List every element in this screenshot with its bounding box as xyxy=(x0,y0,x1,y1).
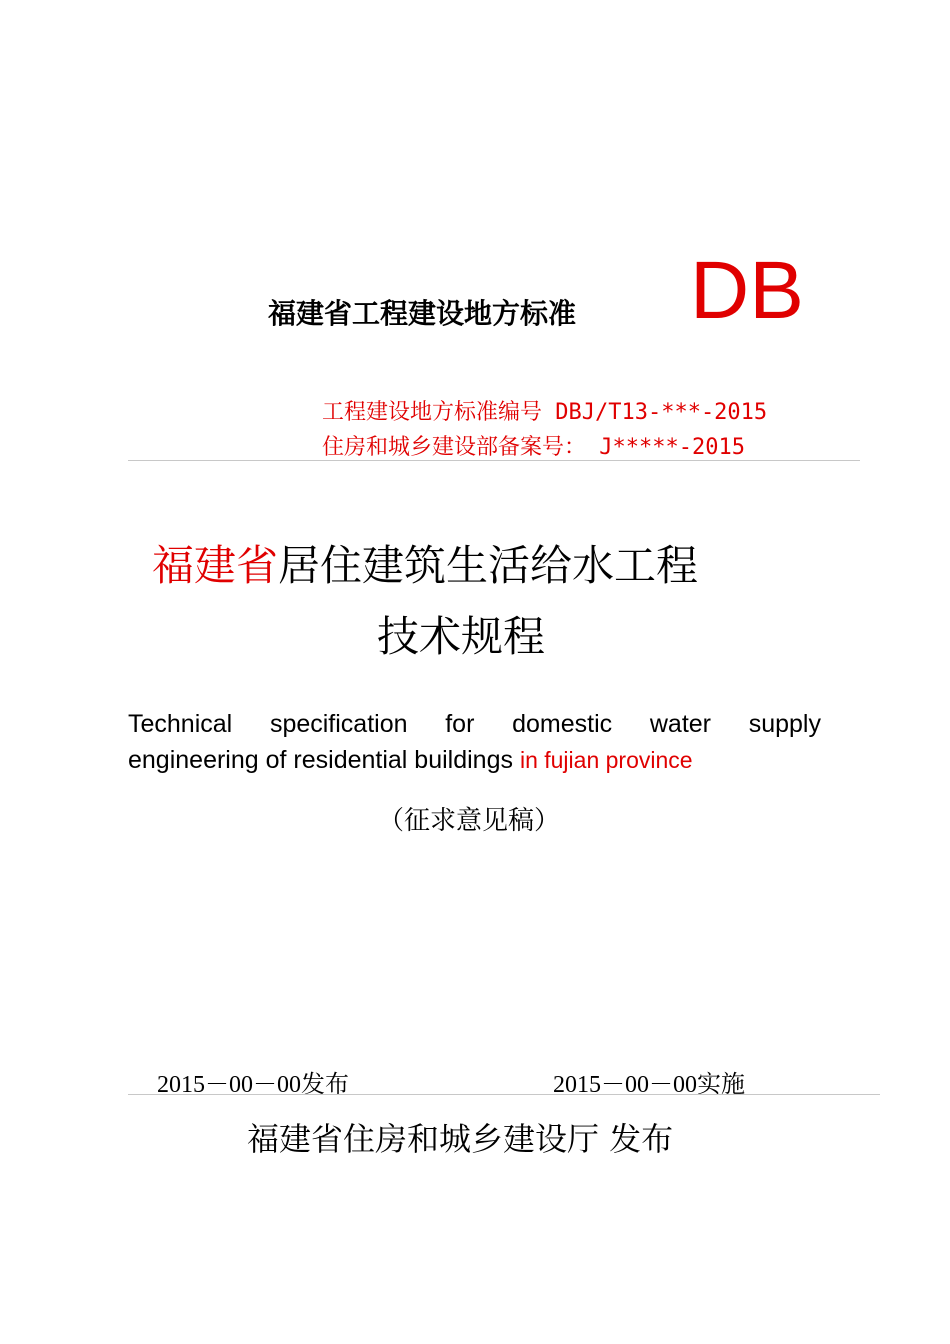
english-word: supply xyxy=(748,710,821,738)
record-number: 住房和城乡建设部备案号： J*****-2015 xyxy=(322,435,745,460)
draft-note: （征求意见稿） xyxy=(378,806,561,836)
standard-number: 工程建设地方标准编号 DBJ/T13-***-2015 xyxy=(322,400,768,425)
top-divider xyxy=(128,460,860,461)
english-title-main: engineering of residential buildings xyxy=(128,746,513,774)
english-title-province: in fujian province xyxy=(519,747,693,773)
title-main: 居住建筑生活给水工程 xyxy=(278,541,699,590)
title-province: 福建省 xyxy=(152,541,279,590)
db-mark: DB xyxy=(690,245,804,336)
english-word: water xyxy=(649,710,711,738)
english-title-line2 xyxy=(128,746,693,775)
english-word: for xyxy=(445,710,475,738)
english-word: domestic xyxy=(512,710,613,738)
chinese-title-line1 xyxy=(152,543,698,589)
english-title-line1 xyxy=(128,710,821,739)
publish-date: 2015－00－00发布 xyxy=(157,1072,349,1098)
english-word: Technical xyxy=(128,710,233,738)
publisher: 福建省住房和城乡建设厅 发布 xyxy=(247,1120,674,1158)
implement-date: 2015－00－00实施 xyxy=(553,1072,745,1098)
english-word: specification xyxy=(269,710,408,738)
bottom-divider xyxy=(128,1094,880,1095)
standard-category: 福建省工程建设地方标准 xyxy=(268,297,577,330)
chinese-title-line2: 技术规程 xyxy=(377,612,546,661)
